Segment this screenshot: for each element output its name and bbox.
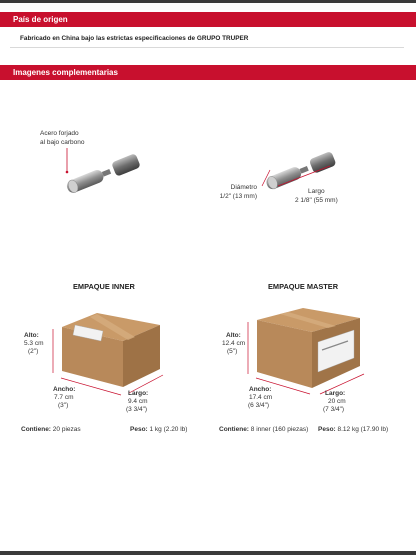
- diameter-value: 1/2" (13 mm): [219, 193, 257, 200]
- images-section-header: Imagenes complementarias: [0, 65, 416, 80]
- master-ancho-cm: 17.4 cm: [249, 394, 273, 401]
- inner-title: EMPAQUE INNER: [73, 282, 135, 291]
- hinge-pin-illustration-2: [258, 148, 358, 193]
- inner-ancho-label: Ancho:: [53, 386, 76, 393]
- inner-alto-label: Alto:: [24, 332, 39, 339]
- hinge-pin-illustration-1: [60, 145, 160, 195]
- inner-ancho-in: (3"): [58, 402, 69, 409]
- master-alto-cm: 12.4 cm: [222, 340, 246, 347]
- master-peso: [318, 426, 388, 434]
- inner-peso: [130, 426, 187, 434]
- material-label-line2: al bajo carbono: [40, 139, 85, 146]
- material-label-line1: Acero forjado: [40, 130, 79, 137]
- length-label: Largo: [308, 188, 325, 195]
- bottom-bar: [0, 551, 416, 555]
- master-alto-in: (5"): [227, 348, 238, 355]
- inner-alto-in: (2"): [28, 348, 39, 355]
- top-bar: [0, 0, 416, 3]
- master-contiene-value: 8 inner (160 piezas): [250, 426, 309, 433]
- inner-contiene-label: Contiene:: [21, 426, 51, 433]
- inner-peso-label: Peso:: [130, 426, 148, 433]
- master-largo-cm: 20 cm: [328, 398, 346, 405]
- master-peso-value: 8.12 kg (17.90 lb): [337, 426, 389, 433]
- master-title: EMPAQUE MASTER: [268, 282, 339, 291]
- diameter-label: Diámetro: [230, 184, 257, 191]
- master-contiene: [219, 426, 308, 434]
- inner-largo-cm: 9.4 cm: [128, 398, 148, 405]
- length-value: 2 1/8" (55 mm): [295, 197, 338, 204]
- inner-largo-label: Largo:: [128, 390, 149, 397]
- inner-largo-in: (3 3/4"): [126, 406, 148, 413]
- master-peso-label: Peso:: [318, 426, 336, 433]
- master-largo-label: Largo:: [325, 390, 346, 397]
- master-contiene-label: Contiene:: [219, 426, 249, 433]
- inner-ancho-cm: 7.7 cm: [54, 394, 74, 401]
- inner-peso-value: 1 kg (2.20 lb): [149, 426, 188, 433]
- master-largo-in: (7 3/4"): [323, 406, 345, 413]
- master-alto-label: Alto:: [226, 332, 241, 339]
- origin-section-header: País de origen: [0, 12, 416, 27]
- inner-alto-cm: 5.3 cm: [24, 340, 44, 347]
- master-ancho-in: (6 3/4"): [248, 402, 270, 409]
- inner-contiene-value: 20 piezas: [52, 426, 81, 433]
- origin-text: Fabricado en China bajo las estrictas especificaciones de GRUPO TRUPER: [10, 30, 404, 48]
- inner-contiene: [21, 426, 81, 434]
- master-ancho-label: Ancho:: [249, 386, 272, 393]
